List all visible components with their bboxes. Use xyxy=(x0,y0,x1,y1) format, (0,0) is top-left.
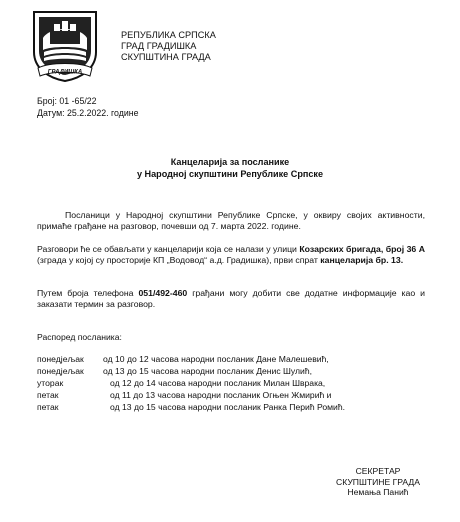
schedule-text: од 10 до 12 часова народни посланик Дане Малешевић, xyxy=(103,354,329,364)
document-number: Број: 01 -65/22 xyxy=(37,96,97,106)
schedule-row xyxy=(37,377,437,389)
schedule-day: петак xyxy=(37,402,59,412)
schedule-day: понедјељак xyxy=(37,366,84,376)
schedule-day: уторак xyxy=(37,378,64,388)
paragraph-phone xyxy=(37,288,425,310)
header-line-assembly: СКУПШТИНА ГРАДА xyxy=(121,52,211,62)
title-line-1: Канцеларија за посланике xyxy=(170,157,290,167)
signature-institution: СКУПШТИНЕ ГРАДА xyxy=(336,476,420,487)
schedule-day: понедјељак xyxy=(37,354,84,364)
location-text-a: Разговори ће се обављати у канцеларији која се налази у улици xyxy=(37,244,300,254)
schedule-text: од 11 до 13 часова народни посланик Огњен Жмирић и xyxy=(110,390,332,400)
header-line-city: ГРАД ГРАДИШКА xyxy=(121,41,197,51)
schedule-day: петак xyxy=(37,390,59,400)
paragraph-intro: Посланици у Народној скупштини Републике Српске, у оквиру својих активности, примаће грађане на разговор, почевши од 7. марта 2022. године. xyxy=(37,210,425,231)
city-coat-of-arms-icon xyxy=(30,8,100,82)
schedule-row xyxy=(37,365,437,377)
phone-text-c: грађани могу добити све додатне информације као и заказати термин за разговор. xyxy=(37,288,425,309)
signature-name: Немања Панић xyxy=(347,487,409,497)
title-line-2: у Народној скупштини Републике Српске xyxy=(136,169,324,179)
phone-number: 051/492-460 xyxy=(138,288,188,298)
location-office: канцеларија бр. 13. xyxy=(320,255,404,265)
paragraph-location xyxy=(37,244,425,266)
schedule-text: од 12 до 14 часова народни посланик Милан Шврака, xyxy=(110,378,326,388)
schedule-row xyxy=(37,353,437,365)
phone-text-a: Путем броја телефона xyxy=(37,288,139,298)
document-date: Датум: 25.2.2022. године xyxy=(37,108,139,118)
svg-text:ГРАДИШКА: ГРАДИШКА xyxy=(47,69,83,76)
location-text-c: (зграда у којој су просторије КП „Водовод“ а.д. Градишка), први спрат xyxy=(37,255,321,265)
schedule-text: од 13 до 15 часова народни посланик Ранка Перић Ромић. xyxy=(110,402,345,412)
schedule-heading: Распоред посланика: xyxy=(37,332,122,342)
schedule-text: од 13 до 15 часова народни посланик Денис Шулић, xyxy=(103,366,312,376)
header-line-republic: РЕПУБЛИКА СРПСКА xyxy=(121,30,216,40)
schedule-row xyxy=(37,389,437,401)
signature-title: СЕКРЕТАР xyxy=(355,466,401,476)
location-street: Козарских бригада, број 36 А xyxy=(299,244,425,254)
schedule-row xyxy=(37,401,437,413)
